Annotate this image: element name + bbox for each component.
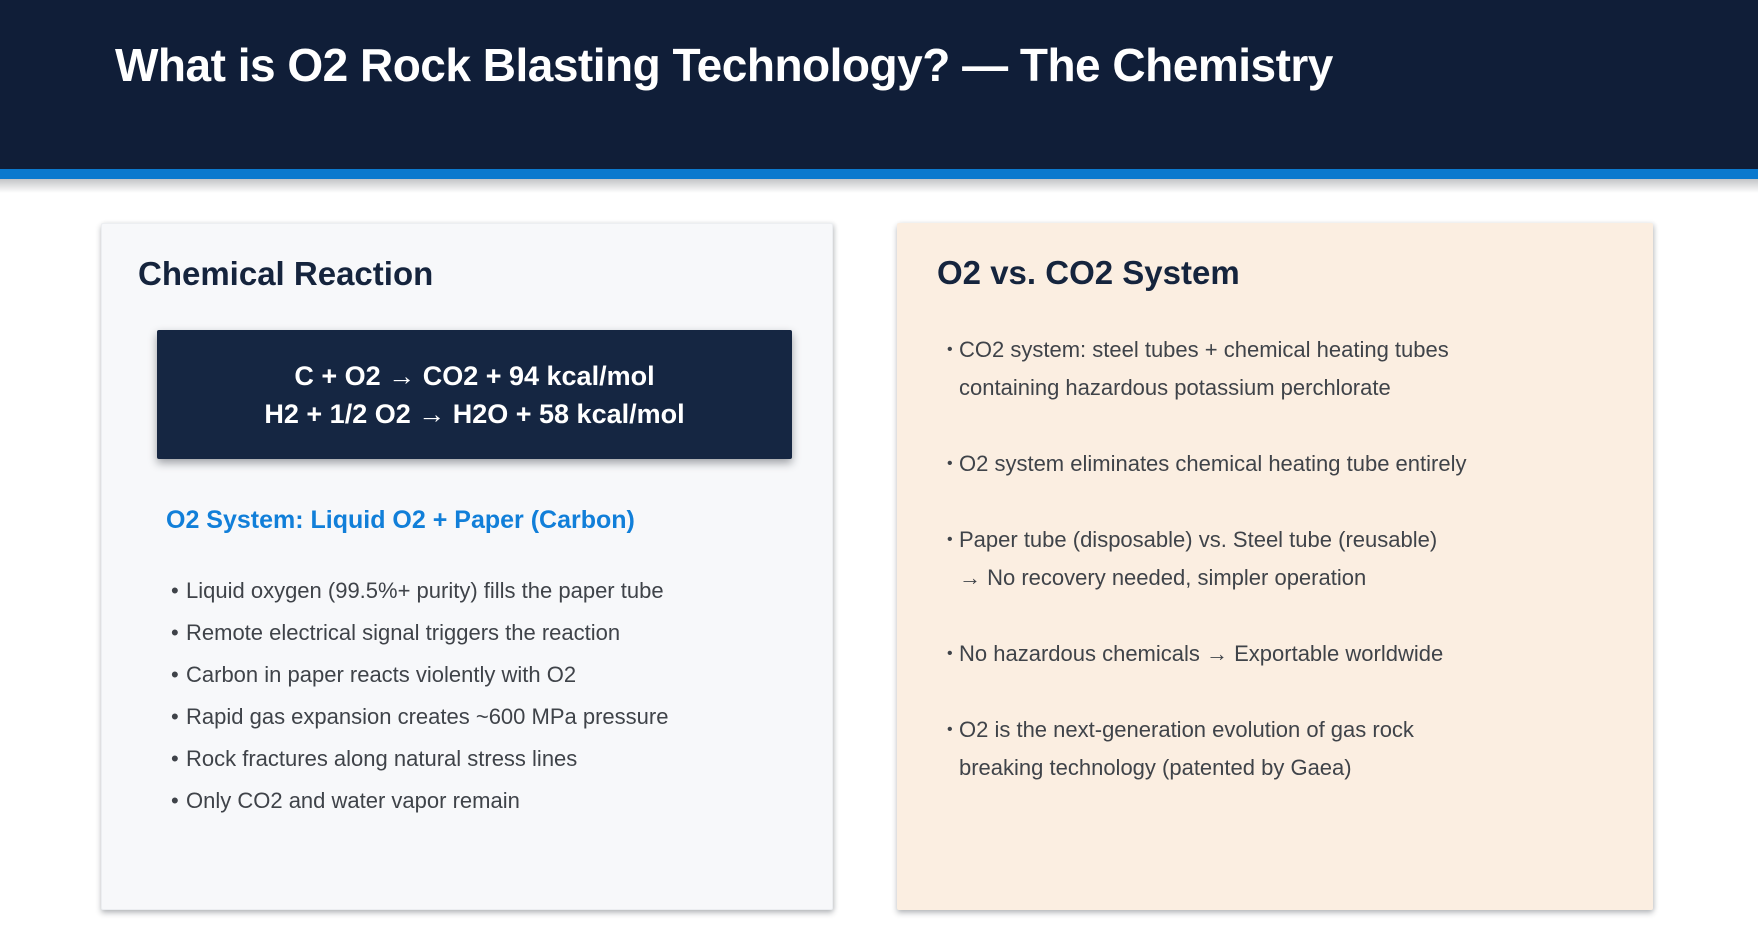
chemical-reaction-title: Chemical Reaction: [138, 255, 434, 292]
bullet-group: [947, 711, 1625, 787]
o2-vs-co2-title: O2 vs. CO2 System: [937, 254, 1240, 291]
chemical-reaction-card: [101, 223, 833, 910]
bullet-item: • Rock fractures along natural stress lines: [171, 738, 802, 780]
bullet-group: [947, 521, 1625, 597]
header-bar: [0, 0, 1758, 169]
bullet-group: [947, 445, 1625, 483]
slide-title: What is O2 Rock Blasting Technology? — The Chemistry: [115, 39, 1333, 91]
chemical-reaction-bullet-list: [171, 570, 802, 822]
header-shadow: [0, 179, 1758, 193]
bullet-line: containing hazardous potassium perchlorate: [959, 375, 1391, 400]
bullet-line: • No hazardous chemicals → Exportable worldwide: [959, 641, 1444, 666]
bullet-group: [947, 635, 1625, 673]
o2-system-subtitle: O2 System: Liquid O2 + Paper (Carbon): [166, 506, 635, 534]
bullet-item: • Liquid oxygen (99.5%+ purity) fills the paper tube: [171, 570, 802, 612]
bullet-line: • Paper tube (disposable) vs. Steel tube (reusable): [959, 527, 1438, 552]
equation-box: [157, 330, 792, 459]
bullet-line: • CO2 system: steel tubes + chemical heating tubes: [959, 337, 1449, 362]
bullet-item: • Carbon in paper reacts violently with O2: [171, 654, 802, 696]
bullet-item: • Only CO2 and water vapor remain: [171, 780, 802, 822]
bullet-item: • Rapid gas expansion creates ~600 MPa pressure: [171, 696, 802, 738]
bullet-item: • Remote electrical signal triggers the reaction: [171, 612, 802, 654]
comparison-bullet-list: [947, 331, 1625, 825]
bullet-line: → No recovery needed, simpler operation: [959, 565, 1367, 590]
bullet-line: • O2 system eliminates chemical heating tube entirely: [959, 451, 1467, 476]
equation-line-2: H2 + 1/2 O2 → H2O + 58 kcal/mol: [264, 398, 685, 429]
accent-bar: [0, 169, 1758, 179]
bullet-line: breaking technology (patented by Gaea): [959, 755, 1352, 780]
o2-vs-co2-card: [897, 223, 1653, 910]
bullet-group: [947, 331, 1625, 407]
bullet-line: • O2 is the next-generation evolution of gas rock: [959, 717, 1414, 742]
equation-line-1: C + O2 → CO2 + 94 kcal/mol: [294, 360, 655, 391]
